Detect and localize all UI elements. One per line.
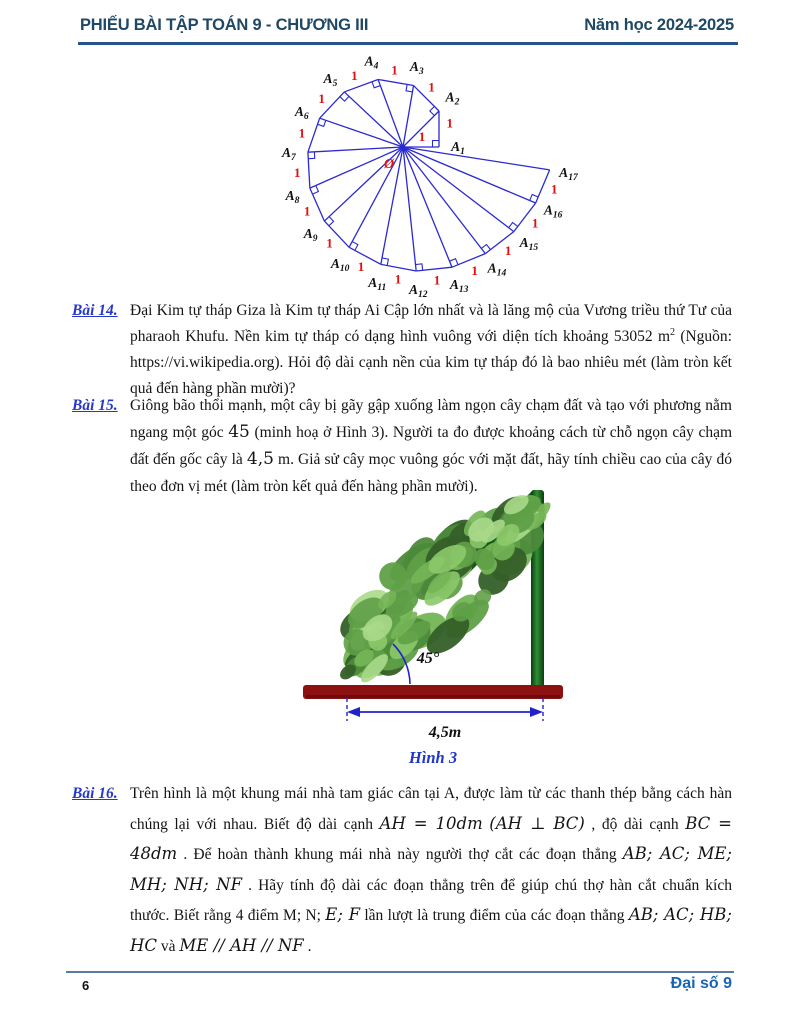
math-expression: AB; AC; ME; MH; NH; NF: [130, 844, 732, 894]
unit-length-label: 1: [303, 203, 311, 219]
math-expression: (AH ⊥ BC): [489, 813, 585, 833]
header-title: PHIẾU BÀI TẬP TOÁN 9 - CHƯƠNG III: [80, 16, 369, 34]
unit-length-label: 1: [293, 165, 301, 181]
unit-length-label: 1: [326, 235, 333, 251]
vertex-label: $A_{16}$: [543, 202, 563, 221]
vertex-label: $A_9$: [303, 226, 318, 245]
tree-foliage: [334, 489, 554, 687]
problem-14-text: Đại Kim tự tháp Giza là Kim tự tháp Ai Cập lớn nhất và là lăng mộ của Vương triều thứ Tư của pharaoh Khufu. Nền kim tự tháp có dạng hình vuông với diện tích khoảng 53052 $m^2$ (Nguồn: https://vi.wikipedia.org). Hỏi độ dài cạnh nền của kim tự tháp đó là bao nhiêu mét (làm tròn kết quả đến hàng phần mười)?: [130, 302, 732, 397]
spiral-edge: [349, 247, 381, 264]
spiral-radius: [320, 118, 403, 147]
header-divider: [78, 42, 738, 45]
spiral-edge: [308, 152, 310, 188]
dimension-arrowhead-left: [347, 707, 360, 717]
unit-length-label: 1: [428, 79, 435, 95]
unit-length-label: 1: [357, 259, 365, 275]
spiral-radius: [403, 147, 550, 170]
math-expression: AH = 10dm: [379, 813, 483, 833]
unit-length-label: 1: [418, 129, 426, 144]
figure-caption: Hình 3: [408, 748, 458, 767]
vertex-label: $A_8$: [285, 187, 300, 206]
vertex-label: $A_1$: [451, 139, 465, 157]
problem-14-label: Bài 14.: [72, 302, 118, 319]
spiral-edge: [452, 254, 485, 268]
vertex-label: $A_{15}$: [519, 235, 539, 254]
problem-16-text: Trên hình là một khung mái nhà tam giác cân tại A, được làm từ các thanh thép bằng cách hàn chúng lại với nhau. Biết độ dài cạnh AH = 10dm (AH ⊥ BC) , độ dài cạnh BC = 48dm . Để hoàn thành khung mái nhà này người thợ cắt các đoạn thẳng AB; AC; ME; MH; NH; NF . Hãy tính độ dài các đoạn thẳng trên để giúp chú thợ hàn cắt chuẩn kích thước. Biết rằng 4 điểm M; N; E; F lần lượt là trung điểm của các đoạn thẳng AB; AC; HB; HC và ME // AH // NF .: [130, 785, 733, 955]
vertex-label: $A_7$: [282, 145, 296, 164]
problem-bai-14: [72, 298, 732, 402]
math-expression: E; F: [325, 905, 361, 924]
footer-divider: [66, 971, 734, 973]
spiral-edge: [414, 86, 439, 111]
vertex-label: $A_{10}$: [330, 256, 350, 275]
spiral-edge: [381, 264, 416, 271]
vertex-label: $A_{12}$: [408, 281, 428, 300]
vertex-label: $A_5$: [323, 70, 338, 89]
math-expression: AB; AC; HB; HC: [130, 905, 732, 955]
unit-length-label: 1: [298, 125, 306, 141]
fallen-tree-figure: [0, 480, 792, 780]
vertex-label: $A_{14}$: [487, 260, 507, 279]
unit-length-label: 1: [550, 181, 558, 197]
spiral-radius: [403, 147, 416, 271]
superscript: 2: [670, 326, 676, 338]
right-angle-mark: [430, 106, 435, 115]
problem-bai-16: [72, 779, 732, 961]
unit-length-label: 1: [391, 62, 398, 78]
spiral-edge: [378, 79, 413, 85]
unit-length-label: 1: [433, 272, 441, 288]
spiral-edge: [310, 188, 325, 221]
math-expression: 4,5: [246, 449, 274, 469]
dimension-arrowhead-right: [530, 707, 543, 717]
problem-15-text: Giông bão thổi mạnh, một cây bị gãy gập xuống làm ngọn cây chạm đất và tạo với phương nằm ngang một góc 45 (minh hoạ ở Hình 3). Người ta đo được khoảng cách từ chỗ ngọn cây chạm đất đến gốc cây là 4,5 m. Giả sử cây mọc vuông góc với mặt đất, hãy tính chiều cao của cây đó theo đơn vị mét (làm tròn kết quả đến hàng phần mười).: [130, 397, 733, 495]
vertex-label: $A_6$: [294, 103, 309, 122]
center-label: Ø: [383, 157, 395, 172]
problem-15-label: Bài 15.: [72, 397, 118, 414]
spiral-radius: [378, 79, 403, 147]
ground-bar-shadow: [306, 695, 560, 698]
right-angle-mark: [308, 152, 314, 159]
right-angle-mark: [340, 96, 349, 101]
unit-length-label: 1: [394, 271, 402, 287]
spiral-edge: [308, 118, 320, 152]
spiral-radius: [344, 92, 403, 147]
vertex-label: $A_2$: [445, 89, 460, 108]
spiral-edge: [536, 170, 550, 203]
angle-label: 45°: [416, 650, 440, 667]
vertex-label: $A_{17}$: [559, 164, 578, 183]
unit-length-label: 1: [351, 67, 358, 83]
vertex-label: $A_{13}$: [449, 276, 469, 295]
spiral-of-theodorus-diagram: [0, 48, 792, 300]
right-angle-mark: [433, 141, 440, 148]
spiral-edge: [416, 267, 452, 271]
spiral-radius: [349, 147, 403, 247]
right-angle-mark: [481, 244, 490, 249]
vertex-label: $A_{11}$: [368, 274, 387, 293]
unit-length-label: 1: [318, 90, 325, 106]
unit-length-label: 1: [504, 243, 512, 259]
math-expression: BC = 48dm: [130, 813, 733, 863]
distance-label: 4,5m: [428, 724, 462, 741]
math-expression: ME // AH // NF: [179, 935, 304, 955]
right-angle-mark: [329, 217, 334, 226]
footer-subject: Đại số 9: [670, 975, 732, 992]
right-angle-mark: [509, 223, 518, 228]
vertex-label: $A_4$: [364, 53, 379, 72]
footer-page-number: 6: [82, 978, 90, 993]
unit-length-label: 1: [446, 115, 453, 131]
center-point: [401, 145, 406, 150]
problem-16-label: Bài 16.: [72, 785, 118, 802]
unit-length-label: 1: [531, 215, 539, 231]
unit-length-label: 1: [471, 262, 478, 278]
header-year: Năm học 2024-2025: [584, 16, 734, 34]
math-expression: 45: [228, 422, 250, 442]
page-header: [80, 16, 734, 35]
vertex-label: $A_3$: [409, 58, 424, 77]
spiral-radius: [308, 147, 403, 152]
